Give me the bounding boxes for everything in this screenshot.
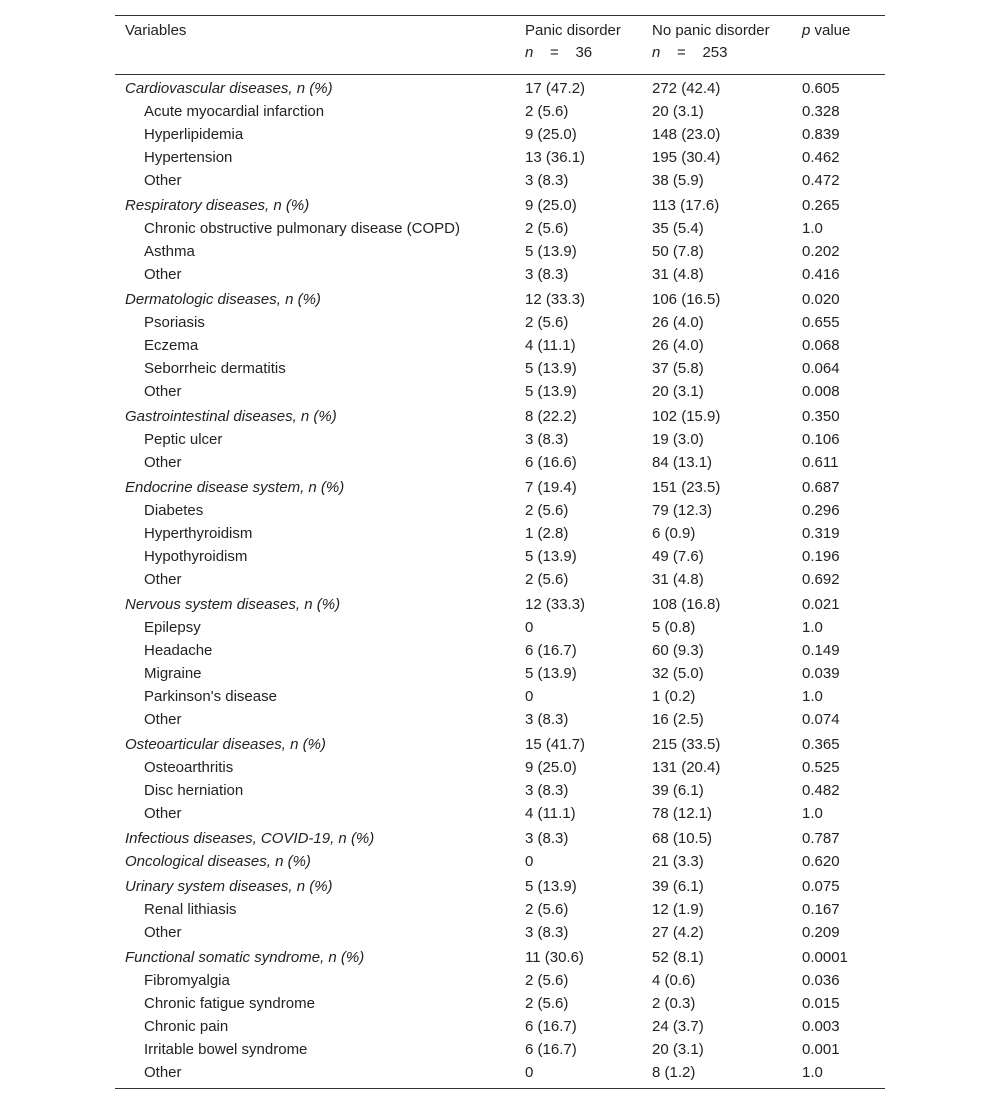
p-value-cell: 0.472 — [802, 172, 840, 189]
panic-disorder-cell: 6 (16.7) — [525, 1018, 577, 1035]
p-value-cell: 0.620 — [802, 853, 840, 870]
panic-disorder-cell: 13 (36.1) — [525, 149, 586, 166]
condition-label: Eczema — [144, 337, 199, 354]
condition-label: Other — [144, 805, 182, 822]
equals-sign: = — [677, 44, 686, 61]
table-row — [115, 545, 885, 568]
condition-label: Disc herniation — [144, 782, 244, 799]
p-value-cell: 0.462 — [802, 149, 840, 166]
panic-disorder-cell: 2 (5.6) — [525, 502, 569, 519]
table-row — [115, 1061, 885, 1089]
panic-disorder-cell: 5 (13.9) — [525, 360, 577, 377]
no-panic-disorder-cell: 8 (1.2) — [642, 1061, 792, 1089]
no-panic-disorder-cell: 26 (4.0) — [652, 314, 704, 331]
category-label: Respiratory diseases, n (%) — [125, 197, 310, 214]
category-label: Functional somatic syndrome, n (%) — [125, 949, 365, 966]
table-row — [115, 451, 885, 474]
no-panic-disorder-cell: 6 (0.9) — [652, 525, 696, 542]
table-row — [115, 568, 885, 591]
category-label: Cardiovascular diseases, n (%) — [125, 80, 333, 97]
no-panic-disorder-cell: 50 (7.8) — [652, 243, 704, 260]
p-value-cell: 1.0 — [792, 1061, 885, 1089]
panic-disorder-cell: 12 (33.3) — [525, 291, 586, 308]
comorbidity-table-wrapper — [115, 15, 885, 1089]
panic-disorder-cell: 1 (2.8) — [525, 525, 569, 542]
table-row — [115, 263, 885, 286]
panic-disorder-cell: 3 (8.3) — [525, 266, 569, 283]
p-value-cell: 0.075 — [802, 878, 840, 895]
condition-label: Other — [144, 266, 182, 283]
panic-disorder-cell: 2 (5.6) — [525, 995, 569, 1012]
category-label: Endocrine disease system, n (%) — [125, 479, 345, 496]
table-row — [115, 311, 885, 334]
panic-disorder-cell: 3 (8.3) — [525, 924, 569, 941]
condition-label: Chronic fatigue syndrome — [144, 995, 315, 1012]
panic-disorder-cell: 11 (30.6) — [525, 949, 584, 966]
p-value-cell: 0.416 — [802, 266, 840, 283]
table-row — [115, 123, 885, 146]
p-value-cell: 0.296 — [802, 502, 840, 519]
no-panic-disorder-cell: 16 (2.5) — [652, 711, 704, 728]
condition-label: Chronic obstructive pulmonary disease (COPD) — [144, 220, 460, 237]
p-value-cell: 1.0 — [802, 619, 823, 636]
table-row — [115, 522, 885, 545]
no-panic-disorder-cell: 84 (13.1) — [652, 454, 713, 471]
category-label: Dermatologic diseases, n (%) — [125, 291, 321, 308]
panic-disorder-cell: 6 (16.6) — [525, 454, 577, 471]
panic-disorder-cell: 17 (47.2) — [525, 80, 586, 97]
panic-disorder-cell: 3 (8.3) — [525, 830, 569, 847]
table-row — [115, 100, 885, 123]
p-value-cell: 0.167 — [802, 901, 840, 918]
panic-n-value: 36 — [575, 44, 593, 61]
p-value-cell: 0.482 — [802, 782, 840, 799]
p-value-cell: 0.149 — [802, 642, 840, 659]
table-row — [115, 708, 885, 731]
condition-label: Other — [144, 383, 182, 400]
category-label: Osteoarticular diseases, n (%) — [125, 736, 326, 753]
panic-disorder-cell: 0 — [515, 1061, 642, 1089]
p-value-cell: 0.015 — [802, 995, 840, 1012]
no-panic-disorder-cell: 19 (3.0) — [652, 431, 704, 448]
p-value-cell: 0.209 — [802, 924, 840, 941]
table-row-category — [115, 850, 885, 873]
category-label: Gastrointestinal diseases, n (%) — [125, 408, 337, 425]
condition-label: Peptic ulcer — [144, 431, 223, 448]
p-value-cell: 0.074 — [802, 711, 840, 728]
condition-label: Seborrheic dermatitis — [144, 360, 286, 377]
p-value-cell: 0.020 — [802, 291, 840, 308]
panic-disorder-cell: 2 (5.6) — [525, 103, 569, 120]
no-panic-disorder-cell: 31 (4.8) — [652, 571, 704, 588]
condition-label: Other — [144, 571, 182, 588]
category-label: Oncological diseases, n (%) — [125, 853, 311, 870]
panic-disorder-cell: 8 (22.2) — [525, 408, 577, 425]
table-row — [115, 779, 885, 802]
no-panic-disorder-cell: 31 (4.8) — [652, 266, 704, 283]
panic-disorder-cell: 9 (25.0) — [525, 759, 577, 776]
equals-sign: = — [550, 44, 559, 61]
table-row — [115, 685, 885, 708]
panic-disorder-cell: 3 (8.3) — [525, 172, 569, 189]
header-empty — [792, 44, 885, 75]
p-value-cell: 0.003 — [802, 1018, 840, 1035]
condition-label: Headache — [144, 642, 213, 659]
no-panic-disorder-cell: 20 (3.1) — [652, 383, 704, 400]
no-panic-disorder-cell: 35 (5.4) — [652, 220, 704, 237]
table-row — [115, 992, 885, 1015]
p-value-cell: 1.0 — [802, 688, 823, 705]
no-panic-disorder-cell: 215 (33.5) — [652, 736, 721, 753]
table-row-category — [115, 286, 885, 311]
n-symbol: n — [525, 44, 534, 61]
panic-disorder-cell: 5 (13.9) — [525, 548, 577, 565]
p-value-cell: 0.008 — [802, 383, 840, 400]
no-panic-disorder-cell: 38 (5.9) — [652, 172, 704, 189]
panic-disorder-cell: 9 (25.0) — [525, 197, 577, 214]
no-panic-disorder-cell: 26 (4.0) — [652, 337, 704, 354]
p-value-cell: 0.021 — [802, 596, 840, 613]
p-value-cell: 0.319 — [802, 525, 840, 542]
table-row — [115, 1038, 885, 1061]
table-row — [115, 217, 885, 240]
no-panic-disorder-cell: 2 (0.3) — [652, 995, 696, 1012]
no-panic-disorder-cell: 78 (12.1) — [652, 805, 713, 822]
panic-disorder-cell: 3 (8.3) — [525, 711, 569, 728]
header-panic-disorder: Panic disorder — [515, 16, 642, 45]
p-value-cell: 0.106 — [802, 431, 840, 448]
no-panic-disorder-cell: 39 (6.1) — [652, 878, 704, 895]
no-panic-disorder-cell: 102 (15.9) — [652, 408, 721, 425]
table-row — [115, 146, 885, 169]
no-panic-disorder-cell: 20 (3.1) — [652, 103, 704, 120]
condition-label: Other — [115, 1061, 515, 1089]
condition-label: Hyperthyroidism — [144, 525, 253, 542]
condition-label: Renal lithiasis — [144, 901, 237, 918]
no-panic-disorder-cell: 79 (12.3) — [652, 502, 713, 519]
p-value-cell: 0.196 — [802, 548, 840, 565]
comorbidity-table — [115, 15, 885, 1089]
condition-label: Fibromyalgia — [144, 972, 230, 989]
table-row — [115, 898, 885, 921]
p-value-cell: 0.839 — [802, 126, 840, 143]
table-row — [115, 334, 885, 357]
panic-disorder-cell: 5 (13.9) — [525, 878, 577, 895]
header-p-value — [792, 16, 885, 45]
p-value-cell: 0.328 — [802, 103, 840, 120]
no-panic-disorder-cell: 27 (4.2) — [652, 924, 704, 941]
p-value-cell: 0.611 — [802, 454, 839, 471]
no-panic-n-value: 253 — [702, 44, 728, 61]
n-symbol: n — [652, 44, 661, 61]
condition-label: Psoriasis — [144, 314, 205, 331]
no-panic-disorder-cell: 12 (1.9) — [652, 901, 704, 918]
p-value-cell: 0.0001 — [802, 949, 848, 966]
p-value-cell: 0.350 — [802, 408, 840, 425]
panic-disorder-cell: 5 (13.9) — [525, 665, 577, 682]
table-row — [115, 921, 885, 944]
panic-disorder-cell: 0 — [525, 688, 534, 705]
panic-disorder-cell: 12 (33.3) — [525, 596, 586, 613]
table-row — [115, 969, 885, 992]
panic-disorder-cell: 5 (13.9) — [525, 383, 577, 400]
table-row — [115, 240, 885, 263]
panic-disorder-cell: 3 (8.3) — [525, 782, 569, 799]
table-body — [115, 75, 885, 1089]
table-row — [115, 662, 885, 685]
p-value-cell: 0.001 — [802, 1041, 840, 1058]
p-value-cell: 0.605 — [802, 80, 840, 97]
table-row — [115, 756, 885, 779]
no-panic-disorder-cell: 131 (20.4) — [652, 759, 721, 776]
table-row-category — [115, 75, 885, 101]
no-panic-disorder-cell: 52 (8.1) — [652, 949, 704, 966]
p-value-cell: 0.036 — [802, 972, 840, 989]
header-panic-n — [515, 44, 642, 75]
panic-disorder-cell: 6 (16.7) — [525, 642, 577, 659]
panic-disorder-cell: 6 (16.7) — [525, 1041, 577, 1058]
no-panic-disorder-cell: 4 (0.6) — [652, 972, 696, 989]
panic-disorder-cell: 4 (11.1) — [525, 805, 576, 822]
condition-label: Migraine — [144, 665, 202, 682]
p-value-cell: 0.655 — [802, 314, 840, 331]
condition-label: Acute myocardial infarction — [144, 103, 325, 120]
table-row-category — [115, 731, 885, 756]
condition-label: Other — [144, 454, 182, 471]
category-label: Infectious diseases, COVID-19, n (%) — [125, 830, 375, 847]
no-panic-disorder-cell: 1 (0.2) — [652, 688, 696, 705]
p-value-cell: 0.687 — [802, 479, 840, 496]
condition-label: Hyperlipidemia — [144, 126, 244, 143]
p-value-cell: 0.692 — [802, 571, 840, 588]
no-panic-disorder-cell: 5 (0.8) — [652, 619, 696, 636]
header-no-panic-n — [642, 44, 792, 75]
panic-disorder-cell: 0 — [525, 619, 534, 636]
p-value-cell: 0.064 — [802, 360, 840, 377]
panic-disorder-cell: 7 (19.4) — [525, 479, 577, 496]
no-panic-disorder-cell: 24 (3.7) — [652, 1018, 704, 1035]
condition-label: Parkinson's disease — [144, 688, 277, 705]
table-row — [115, 169, 885, 192]
panic-disorder-cell: 5 (13.9) — [525, 243, 577, 260]
table-row — [115, 616, 885, 639]
no-panic-disorder-cell: 32 (5.0) — [652, 665, 704, 682]
p-value-cell: 1.0 — [802, 805, 823, 822]
header-no-panic-disorder: No panic disorder — [642, 16, 792, 45]
table-row — [115, 802, 885, 825]
no-panic-disorder-cell: 195 (30.4) — [652, 149, 721, 166]
table-row-category — [115, 192, 885, 217]
condition-label: Other — [144, 172, 182, 189]
no-panic-disorder-cell: 20 (3.1) — [652, 1041, 704, 1058]
p-value-cell: 0.265 — [802, 197, 840, 214]
condition-label: Chronic pain — [144, 1018, 229, 1035]
p-value-cell: 0.039 — [802, 665, 840, 682]
condition-label: Diabetes — [144, 502, 204, 519]
header-empty — [115, 44, 515, 75]
condition-label: Other — [144, 924, 182, 941]
condition-label: Irritable bowel syndrome — [144, 1041, 308, 1058]
no-panic-disorder-cell: 60 (9.3) — [652, 642, 704, 659]
panic-disorder-cell: 2 (5.6) — [525, 972, 569, 989]
no-panic-disorder-cell: 106 (16.5) — [652, 291, 721, 308]
panic-disorder-cell: 2 (5.6) — [525, 901, 569, 918]
table-row-category — [115, 591, 885, 616]
table-row — [115, 499, 885, 522]
p-value-suffix: value — [810, 22, 851, 39]
header-variables: Variables — [115, 16, 515, 45]
table-row — [115, 639, 885, 662]
no-panic-disorder-cell: 272 (42.4) — [652, 80, 721, 97]
table-row-category — [115, 944, 885, 969]
p-value-cell: 0.787 — [802, 830, 840, 847]
panic-disorder-cell: 15 (41.7) — [525, 736, 586, 753]
category-label: Nervous system diseases, n (%) — [125, 596, 341, 613]
category-label: Urinary system diseases, n (%) — [125, 878, 333, 895]
p-value-cell: 1.0 — [802, 220, 823, 237]
no-panic-disorder-cell: 39 (6.1) — [652, 782, 704, 799]
p-value-cell: 0.068 — [802, 337, 840, 354]
condition-label: Epilepsy — [144, 619, 201, 636]
table-row — [115, 428, 885, 451]
panic-disorder-cell: 2 (5.6) — [525, 220, 569, 237]
no-panic-disorder-cell: 49 (7.6) — [652, 548, 704, 565]
no-panic-disorder-cell: 21 (3.3) — [652, 853, 704, 870]
panic-disorder-cell: 4 (11.1) — [525, 337, 576, 354]
no-panic-disorder-cell: 151 (23.5) — [652, 479, 721, 496]
p-value-cell: 0.365 — [802, 736, 840, 753]
panic-disorder-cell: 3 (8.3) — [525, 431, 569, 448]
no-panic-disorder-cell: 148 (23.0) — [652, 126, 721, 143]
p-value-cell: 0.202 — [802, 243, 840, 260]
p-value-cell: 0.525 — [802, 759, 840, 776]
no-panic-disorder-cell: 68 (10.5) — [652, 830, 713, 847]
condition-label: Other — [144, 711, 182, 728]
p-symbol: p — [802, 22, 811, 39]
panic-disorder-cell: 2 (5.6) — [525, 571, 569, 588]
no-panic-disorder-cell: 113 (17.6) — [652, 197, 720, 214]
condition-label: Hypertension — [144, 149, 233, 166]
panic-disorder-cell: 9 (25.0) — [525, 126, 577, 143]
table-row — [115, 1015, 885, 1038]
table-row-category — [115, 474, 885, 499]
condition-label: Asthma — [144, 243, 195, 260]
table-row-category — [115, 825, 885, 850]
table-row-category — [115, 873, 885, 898]
table-row-category — [115, 403, 885, 428]
panic-disorder-cell: 2 (5.6) — [525, 314, 569, 331]
no-panic-disorder-cell: 37 (5.8) — [652, 360, 704, 377]
condition-label: Osteoarthritis — [144, 759, 234, 776]
table-row — [115, 380, 885, 403]
table-row — [115, 357, 885, 380]
panic-disorder-cell: 0 — [525, 853, 534, 870]
no-panic-disorder-cell: 108 (16.8) — [652, 596, 721, 613]
condition-label: Hypothyroidism — [144, 548, 248, 565]
table-header — [115, 16, 885, 75]
